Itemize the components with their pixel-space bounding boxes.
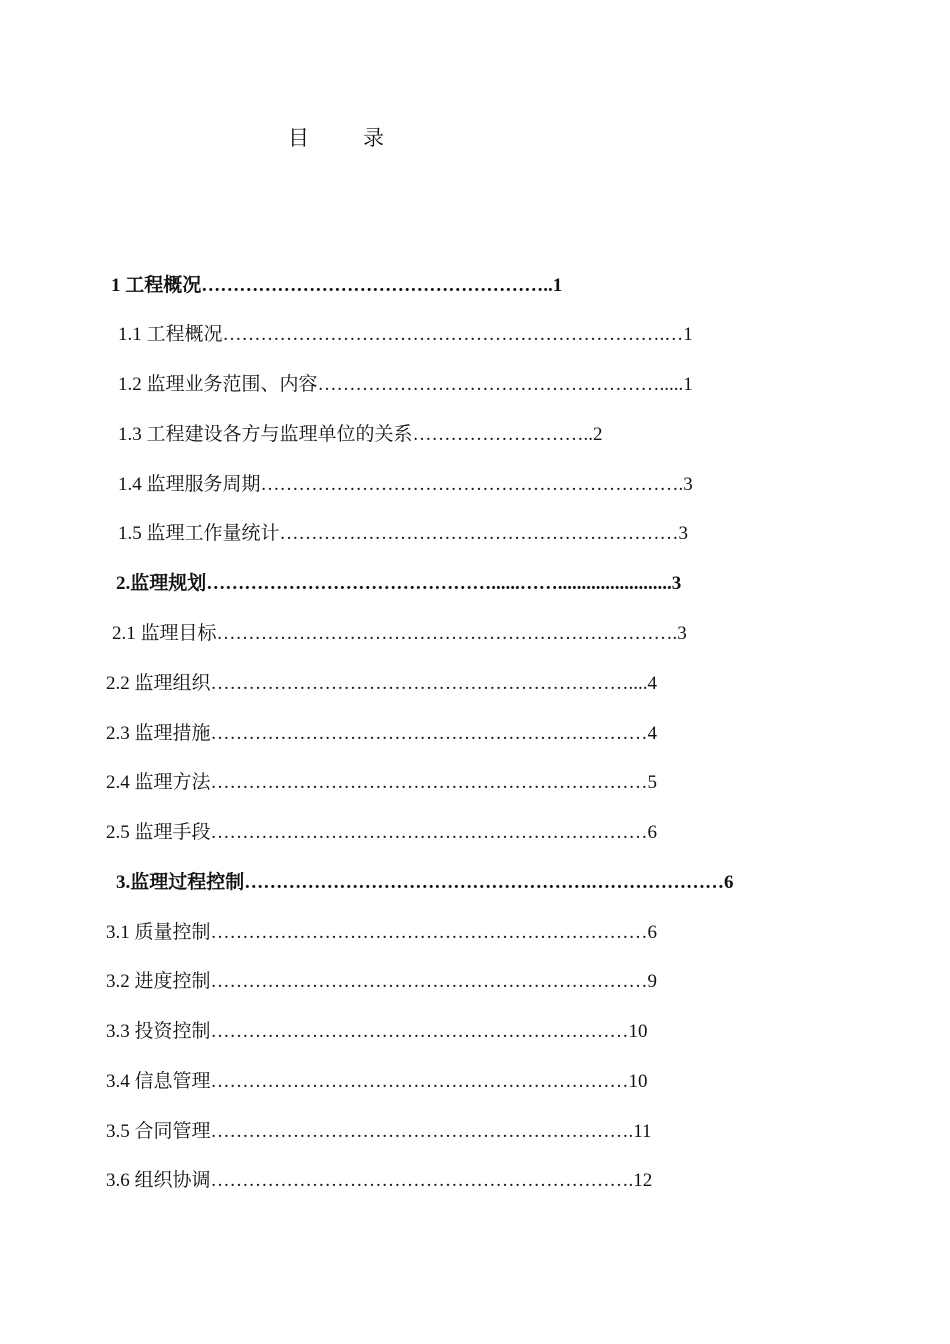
toc-entry-leader: ………………………………………………………….... bbox=[210, 673, 648, 694]
toc-entry-page: 10 bbox=[628, 1021, 648, 1042]
toc-title bbox=[288, 122, 384, 152]
toc-entry-page: 1 bbox=[552, 275, 563, 296]
toc-entry-3[interactable] bbox=[116, 870, 734, 896]
toc-entry-number: 3.6 bbox=[106, 1170, 130, 1191]
toc-entry-label: 工程建设各方与监理单位的关系 bbox=[146, 424, 413, 445]
toc-entry-page: 11 bbox=[633, 1121, 652, 1142]
toc-entry-2-1[interactable] bbox=[112, 621, 687, 647]
toc-entry-label: 监理手段 bbox=[134, 822, 211, 843]
toc-entry-page: 4 bbox=[647, 673, 658, 694]
toc-entry-number: 1.3 bbox=[118, 424, 142, 445]
toc-entry-page: 5 bbox=[647, 772, 658, 793]
toc-entry-leader: …………………………………………………………… bbox=[210, 971, 648, 992]
toc-entry-leader: …………………………………………………………….… bbox=[222, 324, 684, 345]
toc-entry-leader: …………………………………………………………… bbox=[210, 723, 648, 744]
toc-entry-leader: …………………………………………………………. bbox=[210, 1121, 634, 1142]
toc-entry-1-4[interactable] bbox=[118, 472, 693, 498]
toc-title-char-2: 录 bbox=[363, 126, 384, 150]
toc-entry-number: 1.2 bbox=[118, 374, 142, 395]
toc-entry-page: 10 bbox=[628, 1071, 648, 1092]
toc-entry-number: 2.4 bbox=[106, 772, 130, 793]
toc-entry-page: 2 bbox=[593, 424, 603, 445]
toc-entry-number: 2.1 bbox=[112, 623, 136, 644]
toc-entry-label: 监理工作量统计 bbox=[146, 523, 280, 544]
toc-entry-2-5[interactable] bbox=[106, 820, 657, 846]
toc-entry-label: 组织协调 bbox=[134, 1170, 211, 1191]
toc-entry-number: 1.1 bbox=[118, 324, 142, 345]
toc-entry-leader: …………………………………………………………… bbox=[210, 922, 648, 943]
toc-entry-3-6[interactable] bbox=[106, 1168, 652, 1194]
toc-entry-page: 1 bbox=[683, 374, 693, 395]
toc-entry-leader: ……………………………………………………… bbox=[279, 523, 679, 544]
toc-entry-page: 6 bbox=[647, 822, 658, 843]
toc-entry-2[interactable] bbox=[116, 571, 681, 597]
toc-entry-leader: …………………………………………………………. bbox=[260, 474, 684, 495]
toc-entry-number: 1.4 bbox=[118, 474, 142, 495]
toc-entry-leader: …………………………………………………………. bbox=[210, 1170, 634, 1191]
toc-entry-page: 3 bbox=[671, 573, 682, 594]
toc-entry-3-4[interactable] bbox=[106, 1069, 648, 1095]
toc-entry-2-3[interactable] bbox=[106, 721, 657, 747]
toc-entry-1-5[interactable] bbox=[118, 521, 688, 547]
toc-entry-label: 监理过程控制 bbox=[130, 872, 245, 893]
toc-entry-number: 2. bbox=[116, 573, 131, 594]
toc-entry-3-1[interactable] bbox=[106, 920, 657, 946]
toc-entry-label: 监理方法 bbox=[134, 772, 211, 793]
toc-entry-number: 3.1 bbox=[106, 922, 130, 943]
toc-entry-label: 信息管理 bbox=[134, 1071, 211, 1092]
toc-entry-page: 6 bbox=[724, 872, 734, 893]
toc-entry-3-5[interactable] bbox=[106, 1119, 652, 1145]
toc-entry-number: 3. bbox=[116, 872, 131, 893]
toc-entry-leader: ………………………………………......……........................ bbox=[206, 573, 672, 594]
toc-entry-label: 工程概况 bbox=[125, 275, 202, 296]
toc-entry-leader: ……………………………………………….. bbox=[201, 275, 553, 296]
toc-entry-leader: ………………………………………………………… bbox=[210, 1021, 629, 1042]
toc-entry-number: 1 bbox=[111, 275, 121, 296]
toc-entry-label: 合同管理 bbox=[134, 1121, 211, 1142]
toc-entry-leader: …………………………………………………………… bbox=[210, 772, 648, 793]
toc-entry-page: 12 bbox=[633, 1170, 653, 1191]
toc-entry-3-2[interactable] bbox=[106, 969, 657, 995]
toc-entry-1-1[interactable] bbox=[118, 322, 693, 348]
toc-entry-leader: ……………………………………………….………………… bbox=[244, 872, 725, 893]
toc-entry-label: 监理服务周期 bbox=[146, 474, 261, 495]
toc-entry-number: 2.3 bbox=[106, 723, 130, 744]
toc-entry-number: 2.5 bbox=[106, 822, 130, 843]
toc-entry-1-3[interactable] bbox=[118, 422, 603, 448]
toc-entry-page: 1 bbox=[683, 324, 693, 345]
toc-entry-2-4[interactable] bbox=[106, 770, 657, 796]
toc-entry-leader: …………………………………………………………… bbox=[210, 822, 648, 843]
toc-entry-leader: ………………………………………………..... bbox=[317, 374, 684, 395]
toc-entry-number: 1.5 bbox=[118, 523, 142, 544]
toc-entry-label: 质量控制 bbox=[134, 922, 211, 943]
toc-entry-label: 工程概况 bbox=[146, 324, 223, 345]
toc-entry-page: 6 bbox=[647, 922, 658, 943]
toc-entry-leader: ………………………………………………………… bbox=[210, 1071, 629, 1092]
toc-entry-label: 监理业务范围、内容 bbox=[146, 374, 318, 395]
toc-title-char-1: 目 bbox=[288, 126, 309, 150]
toc-entry-number: 3.5 bbox=[106, 1121, 130, 1142]
toc-entry-page: 3 bbox=[678, 523, 689, 544]
toc-entry-1-2[interactable] bbox=[118, 372, 693, 398]
toc-entry-number: 3.4 bbox=[106, 1071, 130, 1092]
toc-entry-label: 投资控制 bbox=[134, 1021, 211, 1042]
toc-entry-leader: ………………………………………………………………. bbox=[216, 623, 678, 644]
toc-entry-label: 监理目标 bbox=[140, 623, 217, 644]
toc-entry-number: 2.2 bbox=[106, 673, 130, 694]
toc-entry-label: 监理规划 bbox=[130, 573, 207, 594]
toc-entry-page: 3 bbox=[677, 623, 687, 644]
toc-entry-label: 进度控制 bbox=[134, 971, 211, 992]
toc-entry-label: 监理组织 bbox=[134, 673, 211, 694]
toc-entry-3-3[interactable] bbox=[106, 1019, 648, 1045]
toc-entry-number: 3.3 bbox=[106, 1021, 130, 1042]
toc-entry-page: 4 bbox=[647, 723, 658, 744]
toc-entry-2-2[interactable] bbox=[106, 671, 657, 697]
toc-entry-number: 3.2 bbox=[106, 971, 130, 992]
toc-entry-page: 3 bbox=[683, 474, 693, 495]
toc-entry-label: 监理措施 bbox=[134, 723, 211, 744]
toc-entry-leader: ……………………….. bbox=[412, 424, 594, 445]
toc-entry-page: 9 bbox=[647, 971, 658, 992]
toc-entry-1[interactable] bbox=[111, 273, 562, 299]
